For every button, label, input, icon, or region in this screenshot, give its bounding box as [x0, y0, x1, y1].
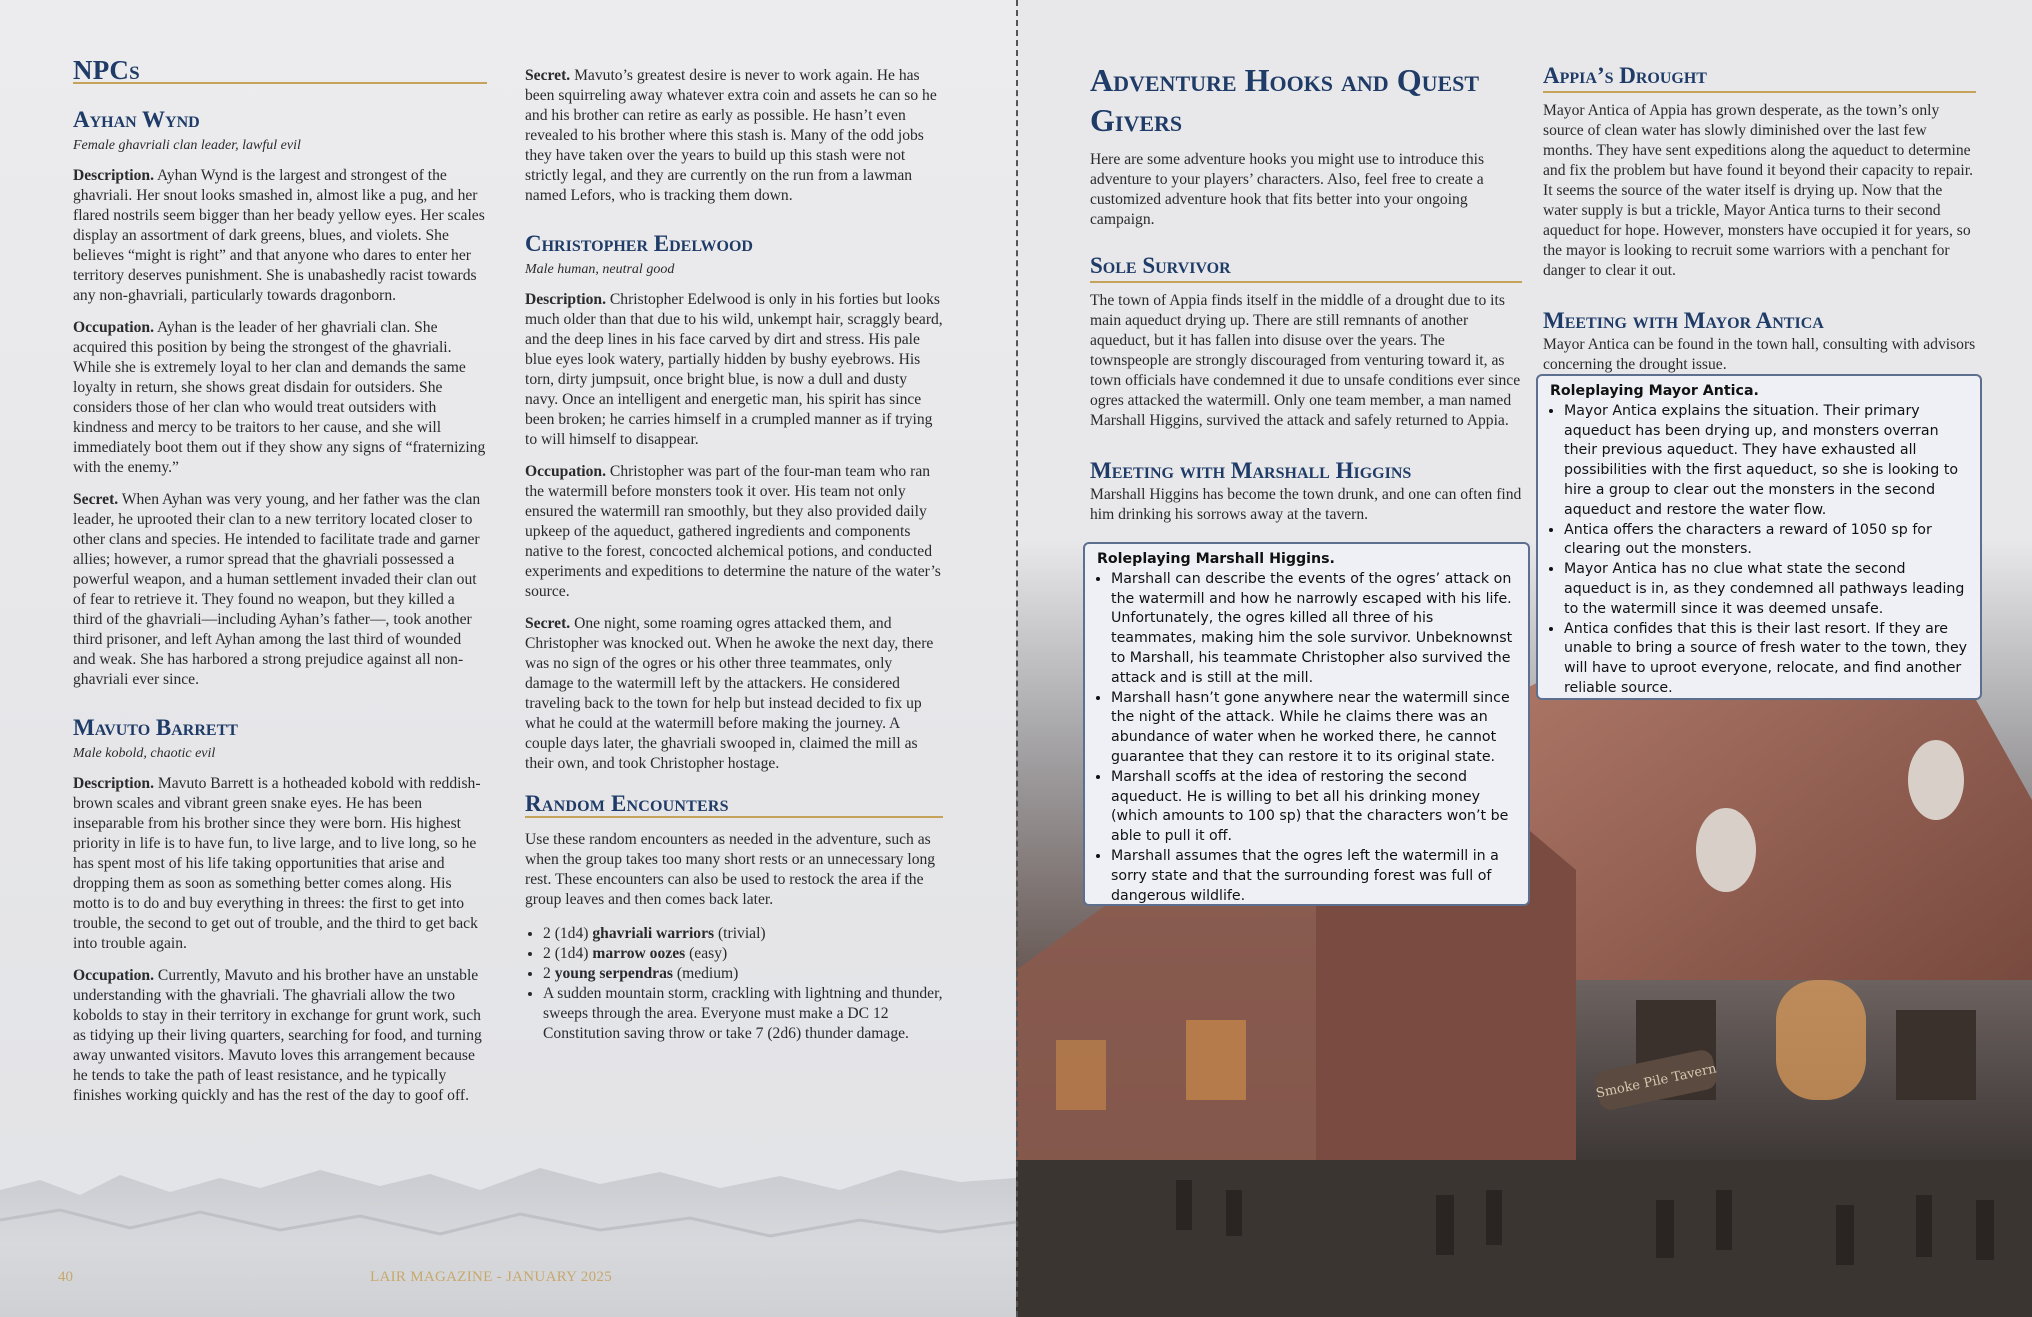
npc-name-ayhan: Ayhan Wynd	[73, 107, 200, 132]
encounter-item	[543, 944, 943, 964]
sole-survivor-heading-block	[1090, 252, 1522, 283]
encounter-creature: young serpendras	[554, 965, 673, 982]
roleplaying-bullet: • Marshall can describe the events of the ogres’ attack on the watermill and how he narrowly escaped with his life. Unfortunately, the ogres killed all three of his teammates, making him the sole survivor. Unbeknownst to Marshall, his teammate Christopher also survived the attack and is still at the mill.	[1111, 570, 1518, 689]
roleplaying-marshall-title: Roleplaying Marshall Higgins.	[1097, 551, 1335, 567]
sole-survivor-text: The town of Appia finds itself in the middle of a drought due to its main aqueduct drying up. There are still remnants of another aqueduct, but it has fallen into disuse over the years. The townspeople are strongly discouraged from venturing toward it, as town officials have condemned it due to unsafe conditions ever since ogres attacked the watermill. Only one team member, a man named Marshall Higgins, survived the attack and safely returned to Appia.	[1090, 292, 1521, 429]
label-secret: Secret.	[525, 615, 571, 632]
encounter-list	[525, 924, 943, 1044]
roleplaying-antica-title: Roleplaying Mayor Antica.	[1550, 383, 1759, 399]
meeting-antica-heading: Meeting with Mayor Antica	[1543, 308, 1824, 333]
christopher-occupation-text: Christopher was part of the four-man team who ran the watermill before monsters took it over. His team not only ensured the watermill ran smoothly, but they also provided daily upkeep of the aqueduct, gathered ingredients and components native to the forest, concocted alchemical potions, and conducted experiments and expeditions to determine the nature of the water’s source.	[525, 463, 941, 600]
npc-name-mavuto: Mavuto Barrett	[73, 715, 238, 740]
random-encounters-intro: Use these random encounters as needed in the adventure, such as when the group takes too many short rests or an unnecessary long rest. These encounters can also be used to restock the area if the group leaves and then comes back later.	[525, 831, 936, 908]
appias-drought-text: Mayor Antica of Appia has grown desperate, as the town’s only source of clean water has slowly diminished over the last few months. They have sent expeditions along the aqueduct to determine and fix the problem but have found it beyond their capacity to repair. It seems the source of the water itself is drying up. Now that the water supply is but a trickle, Mayor Antica turns to their second aqueduct for hope. However, monsters have occupied it for years, so the mayor is looking to recruit some warriors with a penchant for danger to clear it out.	[1543, 102, 1973, 279]
ayhan-occupation-text: Ayhan is the leader of her ghavriali clan. She acquired this position by being the strongest of the ghavriali. While she is extremely loyal to her clan and demands the same loyalty in return, she shows great disdain for outsiders. She considers those of her clan who would treat outsiders with kindness and mercy to be traitors to her cause, and she will immediately boot them out if they show any signs of “fraternizing with the enemy.”	[73, 319, 486, 476]
page-divider	[1016, 0, 1018, 1317]
christopher-secret-text: One night, some roaming ogres attacked them, and Christopher was knocked out. When he awoke the next day, there was no sign of the ogres or his other three teammates, only damage to the watermill left by the attackers. He considered traveling back to the town for help but instead decided to fix up what he could at the watermill before making the journey. A couple days later, the ghavriali swooped in, claimed the mill as their own, and took Christopher hostage.	[525, 615, 934, 772]
left-column-2	[525, 66, 943, 1044]
roleplaying-bullet: • Antica confides that this is their last resort. If they are unable to bring a source of fresh water to the town, they will have to uproot everyone, relocate, and find another reliable source.	[1564, 620, 1970, 699]
mavuto-secret	[525, 66, 943, 206]
right-page	[1016, 0, 2032, 1317]
right-column-2	[1543, 62, 1976, 387]
random-encounters-heading: Random Encounters	[525, 791, 729, 816]
encounter-difficulty: (trivial)	[714, 925, 766, 942]
mavuto-occupation-text: Currently, Mavuto and his brother have an unstable understanding with the ghavriali. The ghavriali allow the two kobolds to stay in their territory in exchange for grunt work, such as tidying up their living quarters, searching for food, and turning away unwanted visitors. Mavuto loves this arrangement because he tends to take the path of least resistance, and he typically finishes working quickly and has the rest of the day to goof off.	[73, 967, 482, 1104]
encounter-item	[543, 984, 943, 1044]
torn-paper-decoration	[0, 1150, 1016, 1317]
encounter-item	[543, 924, 943, 944]
encounter-count: 2 (1d4)	[543, 925, 593, 942]
roleplaying-antica-box	[1536, 374, 1982, 700]
roleplaying-marshall-box	[1083, 542, 1530, 906]
encounter-count: 2 (1d4)	[543, 945, 593, 962]
ayhan-description-text: Ayhan Wynd is the largest and strongest of the ghavriali. Her snout looks smashed in, almost like a pug, and her flared nostrils seem bigger than her beady yellow eyes. Her scales display an assortment of dark greens, blues, and violets. She believes “might is right” and that anyone who dares to enter her territory deserves punishment. She is unabashedly racist towards any non-ghavriali, particularly towards dragonborn.	[73, 167, 485, 304]
roleplaying-bullet: • Antica offers the characters a reward of 1050 sp for clearing out the monsters.	[1564, 521, 1970, 561]
roleplaying-marshall-list	[1097, 570, 1518, 907]
encounter-creature: marrow oozes	[592, 945, 686, 962]
meeting-antica-text: Mayor Antica can be found in the town hall, consulting with advisors concerning the drought issue.	[1543, 336, 1976, 373]
label-description: Description.	[525, 291, 606, 308]
footer-page-number: 40	[58, 1269, 73, 1285]
npcs-heading-block	[73, 55, 487, 85]
adventure-hooks-intro: Here are some adventure hooks you might use to introduce this adventure to your players’ characters. Also, feel free to create a customized adventure hook that fits better into your ongoing campaign.	[1090, 151, 1485, 228]
label-secret: Secret.	[525, 67, 571, 84]
encounter-item	[543, 964, 943, 984]
christopher-occupation	[525, 462, 943, 602]
roleplaying-bullet: • Mayor Antica explains the situation. Their primary aqueduct has been drying up, and monsters overran their previous aqueduct. They have exhausted all possibilities with the first aqueduct, so she is looking to hire a group to clear out the monsters in the second aqueduct and restore the water flow.	[1564, 402, 1970, 521]
npc-subtitle-mavuto: Male kobold, chaotic evil	[73, 746, 216, 761]
christopher-secret	[525, 614, 943, 774]
adventure-hooks-heading: Adventure Hooks and Quest Givers	[1090, 62, 1480, 138]
label-occupation: Occupation.	[525, 463, 607, 480]
tavern-sign: Smoke Pile Tavern	[1594, 1061, 1718, 1102]
encounter-difficulty: (medium)	[672, 965, 739, 982]
roleplaying-bullet: • Marshall scoffs at the idea of restoring the second aqueduct. He is willing to bet all his drinking money (which amounts to 100 sp) that the characters won’t be able to pull it off.	[1111, 768, 1518, 847]
random-encounters-heading-block	[525, 791, 943, 818]
mavuto-description	[73, 774, 487, 954]
left-column-1	[73, 55, 487, 1118]
npcs-heading: NPCs	[73, 55, 140, 85]
encounter-difficulty: (easy)	[685, 945, 728, 962]
roleplaying-antica-list	[1550, 402, 1970, 699]
appias-drought-heading-block	[1543, 62, 1976, 93]
label-occupation: Occupation.	[73, 967, 155, 984]
mavuto-secret-text: Mavuto’s greatest desire is never to work again. He has been squirreling away whatever extra coin and assets he can so he and his brother can retire as early as possible. He hasn’t even revealed to his brother where this stash is. Many of the odd jobs they have taken over the years to build up this stash were not strictly legal, and they are currently on the run from a lawman named Lefors, who is tracking them down.	[525, 67, 937, 204]
encounter-creature: ghavriali warriors	[592, 925, 715, 942]
label-occupation: Occupation.	[73, 319, 155, 336]
npc-subtitle-christopher: Male human, neutral good	[525, 262, 675, 277]
mavuto-description-text: Mavuto Barrett is a hotheaded kobold with reddish-brown scales and vibrant green snake eyes. He has been inseparable from his brother since they were born. His highest priority in life is to have fun, to live large, and to live long, so he has spent most of his life taking opportunities that arise and dropping them as soon as something better comes along. His motto is to do and buy everything in threes: the first to get into trouble, the second to get out of trouble, and the third to get back into trouble again.	[73, 775, 481, 952]
sole-survivor-heading: Sole Survivor	[1090, 253, 1231, 278]
ayhan-secret	[73, 490, 487, 690]
footer-magazine-title: LAIR MAGAZINE - JANUARY 2025	[370, 1269, 612, 1285]
meeting-marshall-heading: Meeting with Marshall Higgins	[1090, 458, 1412, 483]
christopher-description	[525, 290, 943, 450]
label-description: Description.	[73, 167, 154, 184]
christopher-description-text: Christopher Edelwood is only in his forties but looks much older than that due to his wild, unkempt hair, scraggly beard, and the deep lines in his face carved by dirt and stress. His pale blue eyes look watery, partially hidden by bushy eyebrows. His torn, dirty jumpsuit, once bright blue, is now a dull and dusty navy. Once an intelligent and energetic man, his spirit has since been broken; he carries himself in a crumpled manner as if trying to will himself to disappear.	[525, 291, 943, 448]
ayhan-description	[73, 166, 487, 306]
npc-name-christopher: Christopher Edelwood	[525, 231, 753, 256]
label-description: Description.	[73, 775, 154, 792]
roleplaying-bullet: • Marshall assumes that the ogres left the watermill in a sorry state and that the surrounding forest was full of dangerous wildlife.	[1111, 847, 1518, 906]
meeting-marshall-text: Marshall Higgins has become the town drunk, and one can often find him drinking his sorrows away at the tavern.	[1090, 486, 1522, 523]
encounter-count: 2	[543, 965, 555, 982]
mavuto-occupation	[73, 966, 487, 1106]
right-column-1	[1090, 60, 1522, 537]
roleplaying-bullet: • Mayor Antica has no clue what state the second aqueduct is in, as they condemned all pathways leading to the watermill since it was deemed unsafe.	[1564, 560, 1970, 619]
label-secret: Secret.	[73, 491, 119, 508]
ayhan-secret-text: When Ayhan was very young, and her father was the clan leader, he uprooted their clan to a new territory located closer to other clans and species. He intended to facilitate trade and garner allies; however, a rumor spread that the ghavriali possessed a powerful weapon, and a human settlement invaded their clan out of fear to retrieve it. They found no weapon, but they killed a third of the ghavriali—including Ayhan’s father—, took another third prisoner, and left Ayhan among the last third of wounded and weak. She has harbored a strong prejudice against all non-ghavriali ever since.	[73, 491, 481, 688]
npc-subtitle-ayhan: Female ghavriali clan leader, lawful evil	[73, 138, 301, 153]
encounter-text: A sudden mountain storm, crackling with lightning and thunder, sweeps through the area. Everyone must make a DC 12 Constitution saving throw or take 7 (2d6) thunder damage.	[543, 985, 943, 1042]
roleplaying-bullet: • Marshall hasn’t gone anywhere near the watermill since the night of the attack. While he claims there was an abundance of water when he worked there, he cannot guarantee that they can restore it to its original state.	[1111, 689, 1518, 768]
ayhan-occupation	[73, 318, 487, 478]
appias-drought-heading: Appia’s Drought	[1543, 63, 1707, 88]
